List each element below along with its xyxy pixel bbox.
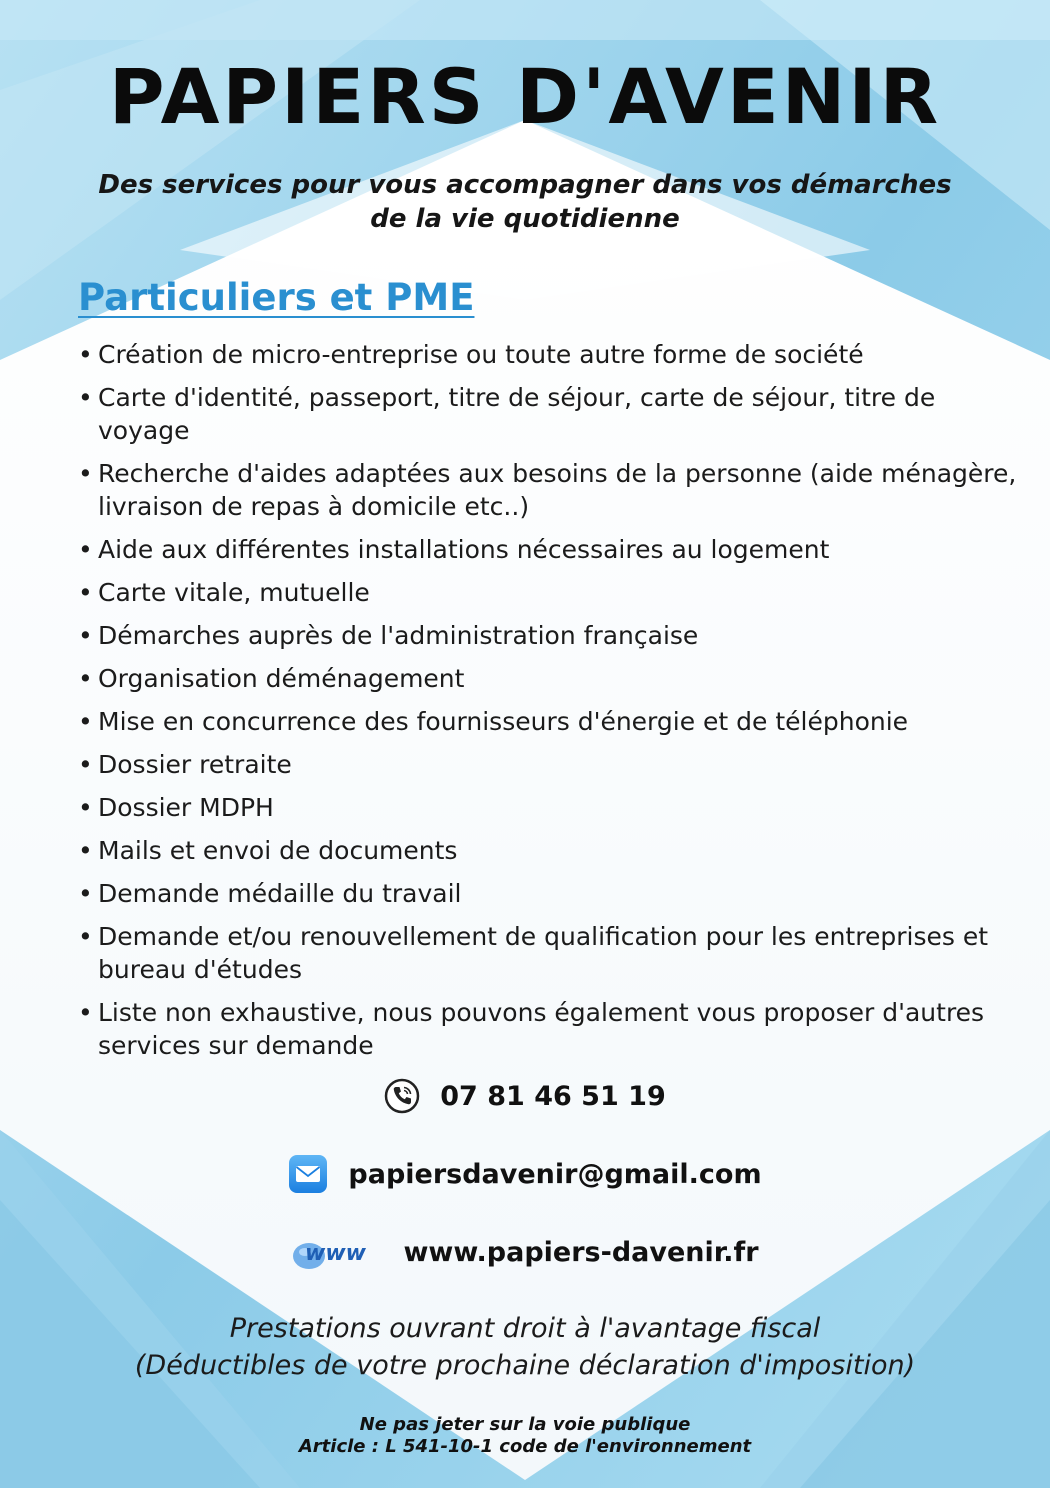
service-item: • Demande et/ou renouvellement de qualification pour les entreprises et bureau d'études xyxy=(78,920,1028,986)
service-item: • Recherche d'aides adaptées aux besoins de la personne (aide ménagère, livraison de repas à domicile etc..) xyxy=(78,457,1028,523)
service-item: • Dossier retraite xyxy=(78,748,1028,781)
www-icon-text: www xyxy=(305,1241,367,1266)
service-item: • Organisation déménagement xyxy=(78,662,1028,695)
service-item: • Démarches auprès de l'administration française xyxy=(78,619,1028,652)
website-link[interactable]: www.papiers-davenir.fr xyxy=(403,1236,759,1268)
service-item: • Mise en concurrence des fournisseurs d'énergie et de téléphonie xyxy=(78,705,1028,738)
service-item: • Création de micro-entreprise ou toute autre forme de société xyxy=(78,338,1028,371)
service-item: • Mails et envoi de documents xyxy=(78,834,1028,867)
tax-advantage-note xyxy=(0,1310,1050,1384)
email-contact xyxy=(0,1154,1050,1194)
footer-line-2: Article : L 541-10-1 code de l'environnement xyxy=(298,1436,752,1457)
subtitle-line-2: de la vie quotidienne xyxy=(370,204,680,234)
website-contact xyxy=(0,1232,1050,1272)
service-item: • Carte d'identité, passeport, titre de séjour, carte de séjour, titre de voyage xyxy=(78,381,1028,447)
service-item: • Liste non exhaustive, nous pouvons également vous proposer d'autres services sur demande xyxy=(78,996,1028,1062)
fiscal-line-2: (Déductibles de votre prochaine déclaration d'imposition) xyxy=(134,1350,916,1381)
services-list xyxy=(78,338,1028,1072)
legal-footer xyxy=(0,1414,1050,1458)
service-item: • Carte vitale, mutuelle xyxy=(78,576,1028,609)
subtitle-line-1: Des services pour vous accompagner dans vos démarches xyxy=(98,170,952,200)
service-item: • Demande médaille du travail xyxy=(78,877,1028,910)
www-icon xyxy=(291,1232,383,1272)
phone-number[interactable]: 07 81 46 51 19 xyxy=(440,1080,666,1112)
service-item: • Aide aux différentes installations nécessaires au logement xyxy=(78,533,1028,566)
mail-icon xyxy=(288,1154,328,1194)
email-address[interactable]: papiersdavenir@gmail.com xyxy=(348,1158,762,1190)
service-item: • Dossier MDPH xyxy=(78,791,1028,824)
fiscal-line-1: Prestations ouvrant droit à l'avantage fiscal xyxy=(229,1313,821,1344)
phone-icon xyxy=(384,1078,420,1114)
footer-line-1: Ne pas jeter sur la voie publique xyxy=(359,1414,691,1435)
section-title: Particuliers et PME xyxy=(78,276,475,319)
flyer-title: PAPIERS D'AVENIR xyxy=(108,52,942,141)
phone-contact xyxy=(0,1078,1050,1114)
flyer-subtitle xyxy=(30,168,1020,236)
